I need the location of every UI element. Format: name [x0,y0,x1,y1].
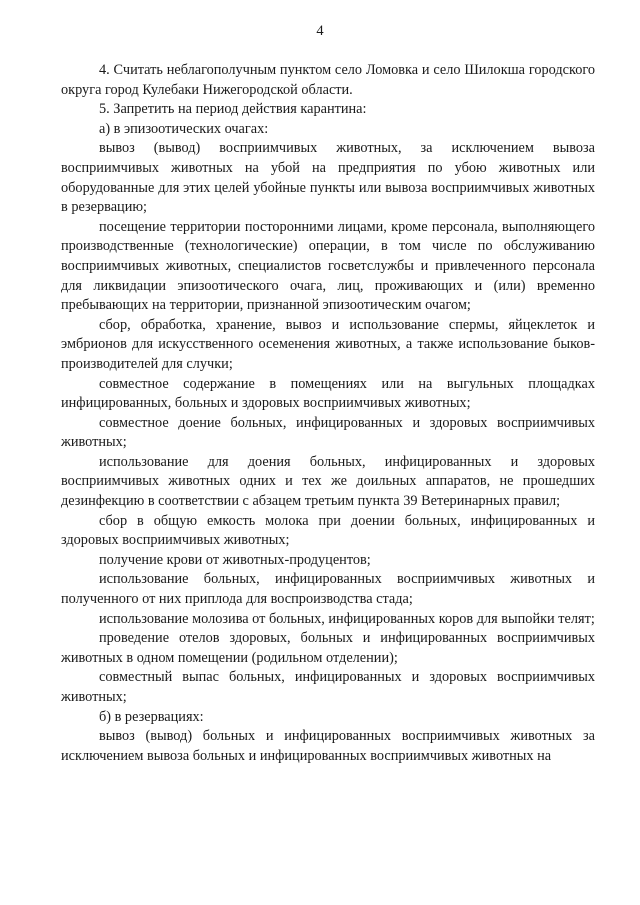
subitem-b-heading: б) в резервациях: [99,708,204,725]
paragraph-colostrum: использование молозива от больных, инфицированных коров для выпойки телят; [99,610,595,627]
paragraph-item-5: 5. Запретить на период действия карантина: [99,101,367,118]
paragraph-sperm-collection: сбор, обработка, хранение, вывоз и использование спермы, яйцеклеток и эмбрионов для искусственного осеменения животных, а также использование быков-производителей для случки; [61,316,595,372]
paragraph-milk-collection: сбор в общую емкость молока при доении больных, инфицированных и здоровых восприимчивых животных; [61,512,595,549]
paragraph-item-4: 4. Считать неблагополучным пунктом село Ломовка и село Шилокша городского округа город Кулебаки Нижегородской области. [61,62,595,98]
paragraph-visit-restriction: посещение территории посторонними лицами, кроме персонала, выполняющего производственные (технологические) операции, в том числе по обслуживанию восприимчивых животных, специалистов госветслужбы и привлеченного персонала для ликвидации эпизоотического очага, лиц, проживающих и (или) временно пребывающих на территории, признанной эпизоотическим очагом; [61,218,595,314]
subitem-a-heading: а) в эпизоотических очагах: [99,120,269,137]
paragraph-joint-milking: совместное доение больных, инфицированных и здоровых восприимчивых животных; [61,414,595,451]
page-number: 4 [316,23,324,39]
paragraph-joint-housing: совместное содержание в помещениях или на выгульных площадках инфицированных, больных и здоровых восприимчивых животных; [61,375,595,412]
paragraph-milking-machines: использование для доения больных, инфицированных и здоровых восприимчивых животных одних и тех же доильных аппаратов, не прошедших дезинфекцию в соответствии с абзацем третьим пункта 39 Ветеринарных правил; [61,453,595,510]
paragraph-reservation-export: вывоз (вывод) больных и инфицированных восприимчивых животных за исключением вывоза больных и инфицированных восприимчивых животных на [61,728,595,764]
paragraph-reproduction: использование больных, инфицированных восприимчивых животных и полученного от них приплода для воспроизводства стада; [61,571,595,608]
paragraph-blood-collection: получение крови от животных-продуцентов; [99,551,371,568]
paragraph-grazing: совместный выпас больных, инфицированных и здоровых восприимчивых животных; [61,669,595,705]
paragraph-export-restriction: вывоз (вывод) восприимчивых животных, за исключением вывоза восприимчивых животных на убой на предприятия по убою животных или оборудованные для этих целей убойные пункты или вывоза восприимчивых животных в резервацию; [61,140,595,216]
paragraph-calving: проведение отелов здоровых, больных и инфицированных восприимчивых животных в одном помещении (родильном отделении); [61,630,595,666]
document-body [61,61,595,766]
